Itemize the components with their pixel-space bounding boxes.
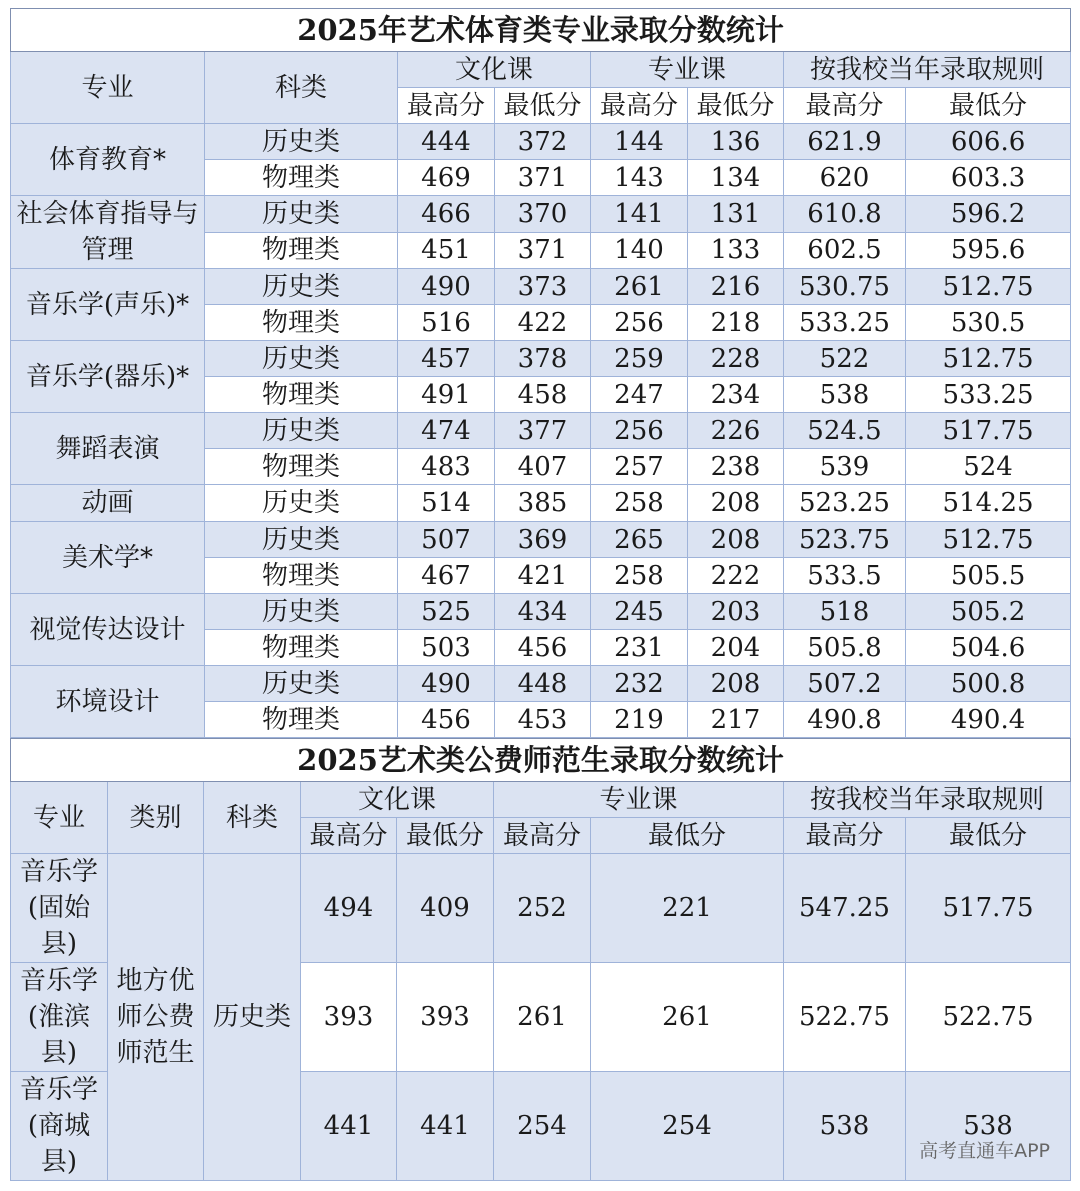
major-cell: 音乐学(淮滨县) [11,963,108,1072]
score-cell: 524 [906,449,1071,485]
score-cell: 140 [591,232,688,269]
score-document [10,8,1070,1181]
major-cell: 视觉传达设计 [11,594,205,666]
score-cell: 254 [591,1072,784,1181]
major-cell: 音乐学(声乐)* [11,269,205,341]
score-cell: 373 [495,269,591,305]
score-cell: 596.2 [906,196,1071,233]
score-cell: 216 [688,269,784,305]
score-cell: 457 [398,341,495,377]
art-sports-score-table [10,8,1071,738]
score-cell: 530.75 [784,269,906,305]
subject-cell: 物理类 [205,702,398,738]
score-cell: 524.5 [784,413,906,449]
score-cell: 451 [398,232,495,269]
subject-cell: 历史类 [205,269,398,305]
score-cell: 514 [398,485,495,522]
table-row [11,485,1071,522]
header-culture: 文化课 [398,52,591,88]
header-professional: 专业课 [591,52,784,88]
score-cell: 456 [398,702,495,738]
score-cell: 372 [495,124,591,160]
score-cell: 518 [784,594,906,630]
category-cell: 地方优师公费师范生 [108,854,204,1181]
score-cell: 595.6 [906,232,1071,269]
header-rule-min: 最低分 [906,88,1071,124]
score-cell: 370 [495,196,591,233]
score-cell: 393 [301,963,397,1072]
score-cell: 448 [495,666,591,702]
score-cell: 441 [397,1072,494,1181]
score-cell: 254 [494,1072,591,1181]
score-cell: 222 [688,558,784,594]
score-cell: 483 [398,449,495,485]
score-cell: 547.25 [784,854,906,963]
t2-header-culture-min: 最低分 [397,818,494,854]
score-cell: 208 [688,666,784,702]
score-cell: 490 [398,666,495,702]
major-cell: 音乐学(商城县) [11,1072,108,1181]
score-cell: 371 [495,232,591,269]
score-cell: 247 [591,377,688,413]
score-cell: 514.25 [906,485,1071,522]
score-cell: 602.5 [784,232,906,269]
score-cell: 234 [688,377,784,413]
score-cell: 474 [398,413,495,449]
public-funded-score-table [10,738,1071,1181]
score-cell: 530.5 [906,305,1071,341]
subject-cell: 历史类 [205,666,398,702]
score-cell: 512.75 [906,269,1071,305]
t2-header-professional: 专业课 [494,782,784,818]
header-rule-max: 最高分 [784,88,906,124]
t2-header-subject: 科类 [204,782,301,854]
score-cell: 221 [591,854,784,963]
subject-cell: 物理类 [205,305,398,341]
header-culture-min: 最低分 [495,88,591,124]
score-cell: 203 [688,594,784,630]
table-row [11,413,1071,449]
score-cell: 441 [301,1072,397,1181]
subject-cell: 历史类 [205,341,398,377]
subject-cell: 历史类 [204,854,301,1181]
score-cell: 522 [784,341,906,377]
score-cell: 505.2 [906,594,1071,630]
t2-header-rule-min: 最低分 [906,818,1071,854]
score-cell: 136 [688,124,784,160]
t2-header-professional-min: 最低分 [591,818,784,854]
table1-title: 2025年艺术体育类专业录取分数统计 [11,9,1071,52]
score-cell: 500.8 [906,666,1071,702]
score-cell: 444 [398,124,495,160]
table-row [11,269,1071,305]
table2-body [11,854,1071,1181]
subject-cell: 历史类 [205,594,398,630]
major-cell: 体育教育* [11,124,205,196]
score-cell: 131 [688,196,784,233]
score-cell: 533.25 [906,377,1071,413]
score-cell: 490 [398,269,495,305]
score-cell: 467 [398,558,495,594]
subject-cell: 历史类 [205,485,398,522]
score-cell: 219 [591,702,688,738]
score-cell: 434 [495,594,591,630]
score-cell: 517.75 [906,413,1071,449]
score-cell: 456 [495,630,591,666]
score-cell: 257 [591,449,688,485]
subject-cell: 历史类 [205,124,398,160]
score-cell: 490.4 [906,702,1071,738]
header-major: 专业 [11,52,205,124]
score-cell: 265 [591,522,688,558]
score-cell: 453 [495,702,591,738]
score-cell: 258 [591,558,688,594]
score-cell: 523.25 [784,485,906,522]
score-cell: 385 [495,485,591,522]
watermark: 高考直通车APP [919,1140,1050,1162]
score-cell: 256 [591,305,688,341]
table-row [11,594,1071,630]
header-rule: 按我校当年录取规则 [784,52,1071,88]
score-cell: 503 [398,630,495,666]
subject-cell: 物理类 [205,377,398,413]
major-cell: 音乐学(固始县) [11,854,108,963]
subject-cell: 物理类 [205,232,398,269]
score-cell: 469 [398,160,495,196]
score-cell: 245 [591,594,688,630]
subject-cell: 历史类 [205,196,398,233]
score-cell: 621.9 [784,124,906,160]
t2-header-culture: 文化课 [301,782,494,818]
score-cell: 610.8 [784,196,906,233]
score-cell: 538 [784,1072,906,1181]
score-cell: 422 [495,305,591,341]
score-cell: 533.25 [784,305,906,341]
score-cell: 507.2 [784,666,906,702]
t2-header-rule: 按我校当年录取规则 [784,782,1071,818]
score-cell: 505.5 [906,558,1071,594]
score-cell: 421 [495,558,591,594]
score-cell: 256 [591,413,688,449]
score-cell: 261 [591,963,784,1072]
score-cell: 232 [591,666,688,702]
score-cell: 226 [688,413,784,449]
subject-cell: 历史类 [205,413,398,449]
score-cell: 507 [398,522,495,558]
score-cell: 204 [688,630,784,666]
score-cell: 539 [784,449,906,485]
score-cell: 218 [688,305,784,341]
score-cell: 134 [688,160,784,196]
score-cell: 261 [494,963,591,1072]
score-cell: 143 [591,160,688,196]
score-cell: 490.8 [784,702,906,738]
score-cell: 466 [398,196,495,233]
major-cell: 社会体育指导与管理 [11,196,205,269]
subject-cell: 物理类 [205,160,398,196]
score-cell: 505.8 [784,630,906,666]
score-cell: 208 [688,485,784,522]
score-cell: 523.75 [784,522,906,558]
major-cell: 舞蹈表演 [11,413,205,485]
score-cell: 133 [688,232,784,269]
header-professional-min: 最低分 [688,88,784,124]
score-cell: 378 [495,341,591,377]
score-cell: 512.75 [906,341,1071,377]
t2-header-major: 专业 [11,782,108,854]
major-cell: 美术学* [11,522,205,594]
score-cell: 144 [591,124,688,160]
t2-header-category: 类别 [108,782,204,854]
score-cell: 393 [397,963,494,1072]
table-row [11,124,1071,160]
table1-body [11,124,1071,738]
t2-header-culture-max: 最高分 [301,818,397,854]
table-row [11,341,1071,377]
score-cell: 141 [591,196,688,233]
major-cell: 环境设计 [11,666,205,738]
table-row [11,666,1071,702]
score-cell: 252 [494,854,591,963]
major-cell: 音乐学(器乐)* [11,341,205,413]
table-row [11,854,1071,963]
score-cell: 407 [495,449,591,485]
score-cell: 538 [784,377,906,413]
score-cell: 522.75 [906,963,1071,1072]
score-cell: 512.75 [906,522,1071,558]
score-cell: 259 [591,341,688,377]
score-cell: 504.6 [906,630,1071,666]
table2-title: 2025艺术类公费师范生录取分数统计 [11,739,1071,782]
score-cell: 261 [591,269,688,305]
score-cell: 458 [495,377,591,413]
score-cell: 620 [784,160,906,196]
subject-cell: 历史类 [205,522,398,558]
score-cell: 409 [397,854,494,963]
score-cell: 533.5 [784,558,906,594]
subject-cell: 物理类 [205,449,398,485]
score-cell: 517.75 [906,854,1071,963]
table-row [11,196,1071,233]
major-cell: 动画 [11,485,205,522]
header-subject: 科类 [205,52,398,124]
score-cell: 208 [688,522,784,558]
score-cell: 516 [398,305,495,341]
score-cell: 238 [688,449,784,485]
score-cell: 369 [495,522,591,558]
score-cell: 491 [398,377,495,413]
score-cell: 525 [398,594,495,630]
table-row [11,522,1071,558]
score-cell: 371 [495,160,591,196]
score-cell: 231 [591,630,688,666]
score-cell: 494 [301,854,397,963]
t2-header-rule-max: 最高分 [784,818,906,854]
score-cell: 538 [906,1072,1071,1181]
score-cell: 522.75 [784,963,906,1072]
header-culture-max: 最高分 [398,88,495,124]
score-cell: 258 [591,485,688,522]
score-cell: 603.3 [906,160,1071,196]
subject-cell: 物理类 [205,630,398,666]
subject-cell: 物理类 [205,558,398,594]
t2-header-professional-max: 最高分 [494,818,591,854]
score-cell: 377 [495,413,591,449]
score-cell: 606.6 [906,124,1071,160]
score-cell: 217 [688,702,784,738]
score-cell: 228 [688,341,784,377]
header-professional-max: 最高分 [591,88,688,124]
